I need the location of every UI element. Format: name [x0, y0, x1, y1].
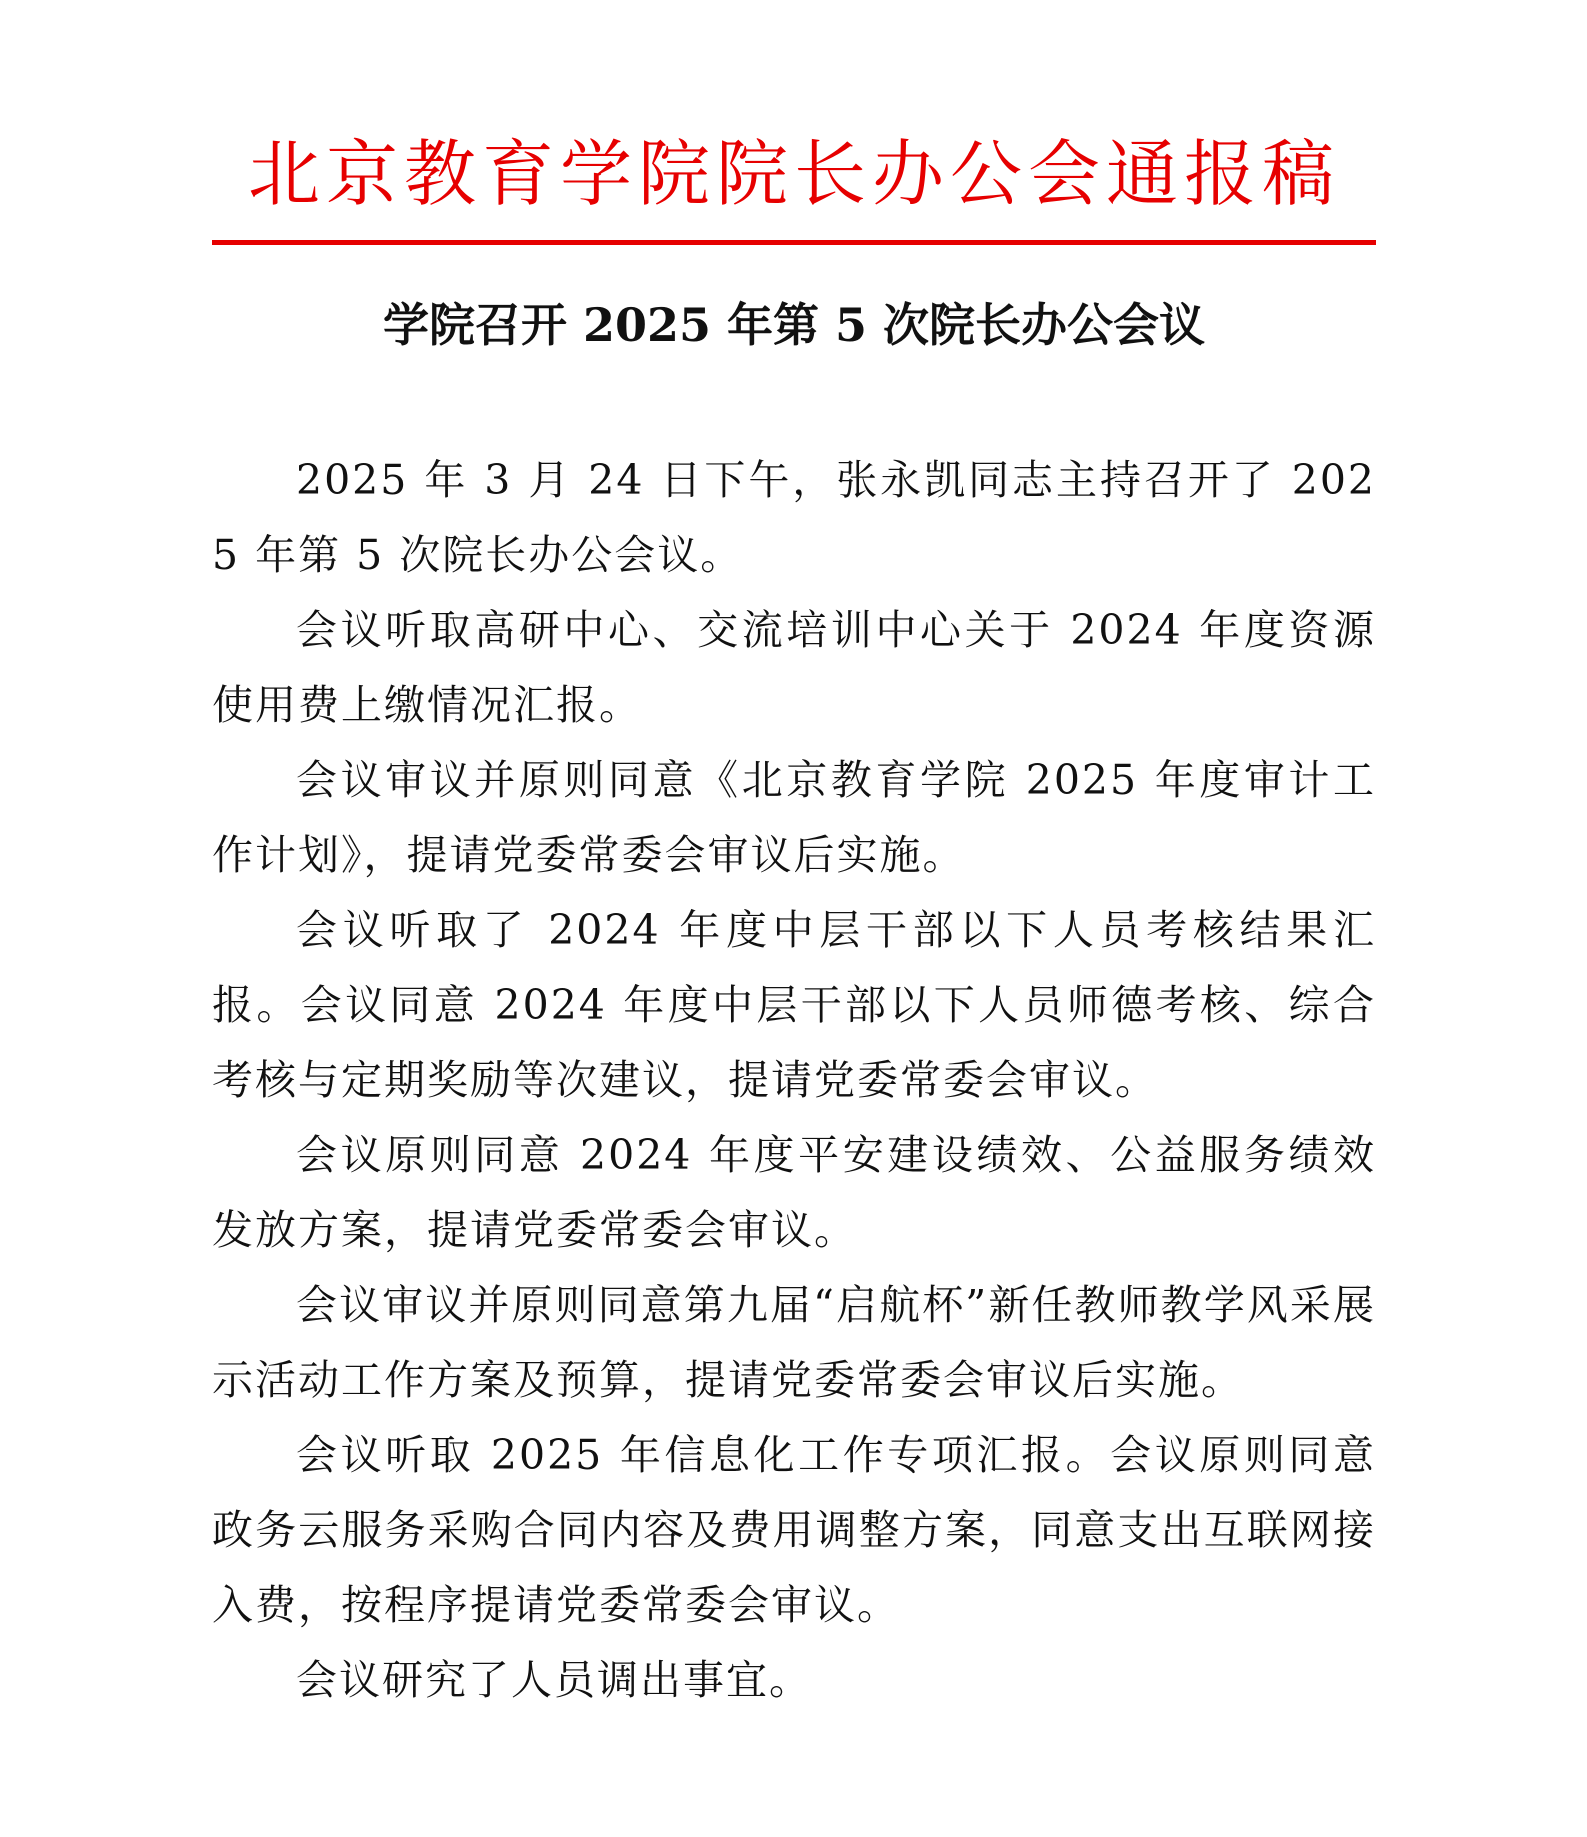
paragraph: 2025 年 3 月 24 日下午，张永凯同志主持召开了 2025 年第 5 次院长办公会议。 — [212, 456, 1376, 579]
masthead-divider — [212, 240, 1376, 245]
paragraph: 会议听取高研中心、交流培训中心关于 2024 年度资源使用费上缴情况汇报。 — [212, 606, 1376, 729]
paragraph: 会议原则同意 2024 年度平安建设绩效、公益服务绩效发放方案，提请党委常委会审议。 — [212, 1131, 1376, 1254]
paragraph: 会议审议并原则同意《北京教育学院 2025 年度审计工作计划》，提请党委常委会审议后实施。 — [212, 756, 1376, 879]
paragraph: 会议研究了人员调出事宜。 — [296, 1656, 812, 1704]
paragraph: 会议听取 2025 年信息化工作专项汇报。会议原则同意政务云服务采购合同内容及费用调整方案，同意支出互联网接入费，按程序提请党委常委会审议。 — [212, 1431, 1376, 1629]
document-title: 学院召开 2025 年第 5 次院长办公会议 — [382, 298, 1206, 352]
masthead-title: 北京教育学院院长办公会通报稿 — [247, 132, 1340, 216]
paragraph: 会议听取了 2024 年度中层干部以下人员考核结果汇报。会议同意 2024 年度中层干部以下人员师德考核、综合考核与定期奖励等次建议，提请党委常委会审议。 — [212, 906, 1376, 1104]
paragraph: 会议审议并原则同意第九届“启航杯”新任教师教学风采展示活动工作方案及预算，提请党委常委会审议后实施。 — [212, 1281, 1376, 1404]
document-body — [212, 443, 1376, 1718]
